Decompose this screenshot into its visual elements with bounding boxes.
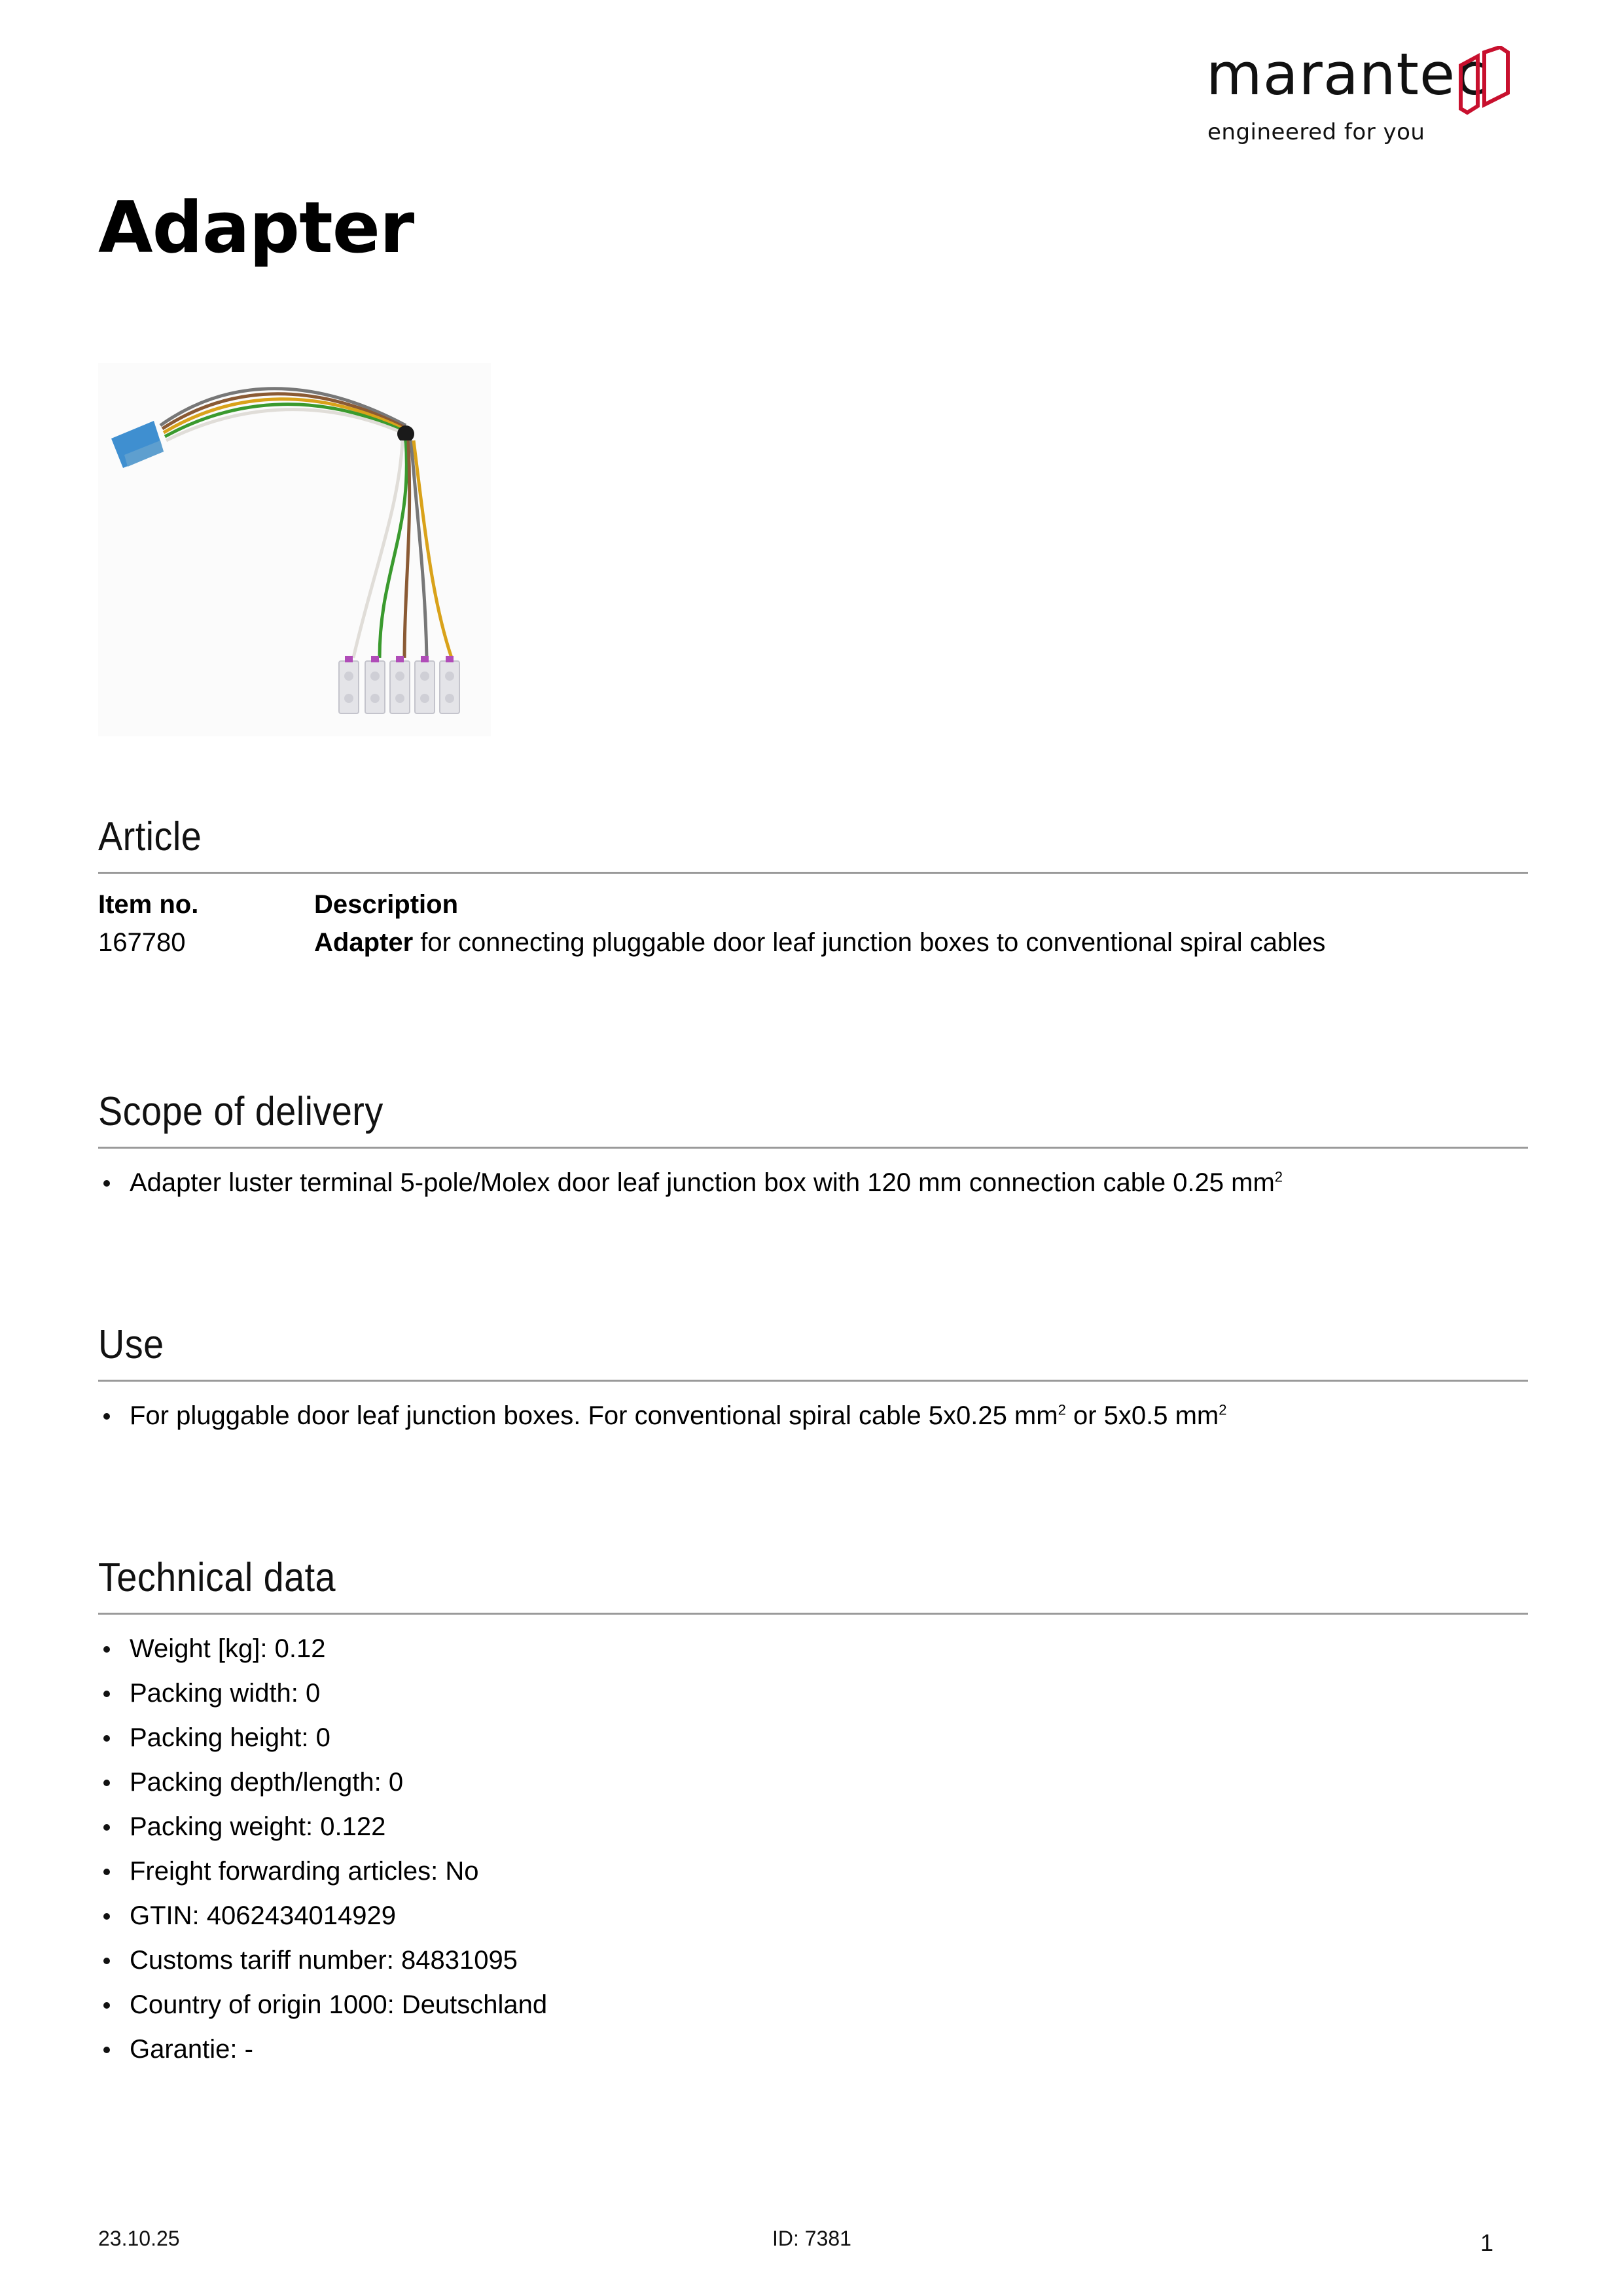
tech-freight-forwarding: Freight forwarding articles: No (98, 1849, 1528, 1893)
tech-garantie: Garantie: - (98, 2027, 1528, 2072)
footer-date: 23.10.25 (98, 2227, 180, 2250)
technical-data-section (98, 1555, 1528, 2072)
page-title: Adapter (98, 187, 414, 269)
column-header-item-no: Item no. (98, 890, 199, 919)
use-section (98, 1322, 1528, 1438)
section-divider (98, 1613, 1528, 1615)
tech-weight: Weight [kg]: 0.12 (98, 1626, 1528, 1671)
item-description (314, 924, 1525, 961)
section-heading-technical-data: Technical data (98, 1555, 336, 1600)
section-divider (98, 1380, 1528, 1382)
scope-of-delivery-section (98, 1089, 1528, 1205)
tech-packing-width: Packing width: 0 (98, 1671, 1528, 1715)
description-product-name: Adapter (314, 928, 414, 957)
product-image (98, 363, 491, 736)
list-item: Adapter luster terminal 5-pole/Molex door leaf junction box with 120 mm connection cable 0.25 $mm^2$ (98, 1160, 1528, 1205)
list-item: For pluggable door leaf junction boxes. For conventional spiral cable 5x0.25 $mm^2$ or 5x0.5 $mm^2$ (98, 1393, 1528, 1438)
tech-gtin: GTIN: 4062434014929 (98, 1893, 1528, 1938)
item-number: 167780 (98, 928, 186, 957)
brand-logo (1206, 41, 1501, 151)
footer-document-id: ID: 7381 (772, 2227, 851, 2250)
article-section (98, 814, 1528, 957)
tech-packing-weight: Packing weight: 0.122 (98, 1804, 1528, 1849)
section-heading-scope-of-delivery: Scope of delivery (98, 1089, 383, 1134)
description-text: for connecting pluggable door leaf junction boxes to conventional spiral cables (413, 928, 1326, 957)
scope-of-delivery-list (98, 1160, 1528, 1205)
tech-packing-depth: Packing depth/length: 0 (98, 1760, 1528, 1804)
column-header-description: Description (314, 890, 459, 919)
footer-page-number: 1 (1480, 2229, 1494, 2256)
technical-data-list (98, 1626, 1528, 2072)
tech-customs-tariff: Customs tariff number: 84831095 (98, 1938, 1528, 1982)
adapter-cable-illustration (98, 363, 491, 736)
section-divider (98, 872, 1528, 874)
section-heading-use: Use (98, 1322, 164, 1367)
section-divider (98, 1147, 1528, 1149)
brand-name: marantec (1206, 41, 1488, 108)
tech-country-of-origin: Country of origin 1000: Deutschland (98, 1982, 1528, 2027)
use-list (98, 1393, 1528, 1438)
section-heading-article: Article (98, 814, 202, 859)
brand-tagline: engineered for you (1207, 119, 1425, 145)
tech-packing-height: Packing height: 0 (98, 1715, 1528, 1760)
marantec-door-mark-icon (1458, 46, 1510, 118)
